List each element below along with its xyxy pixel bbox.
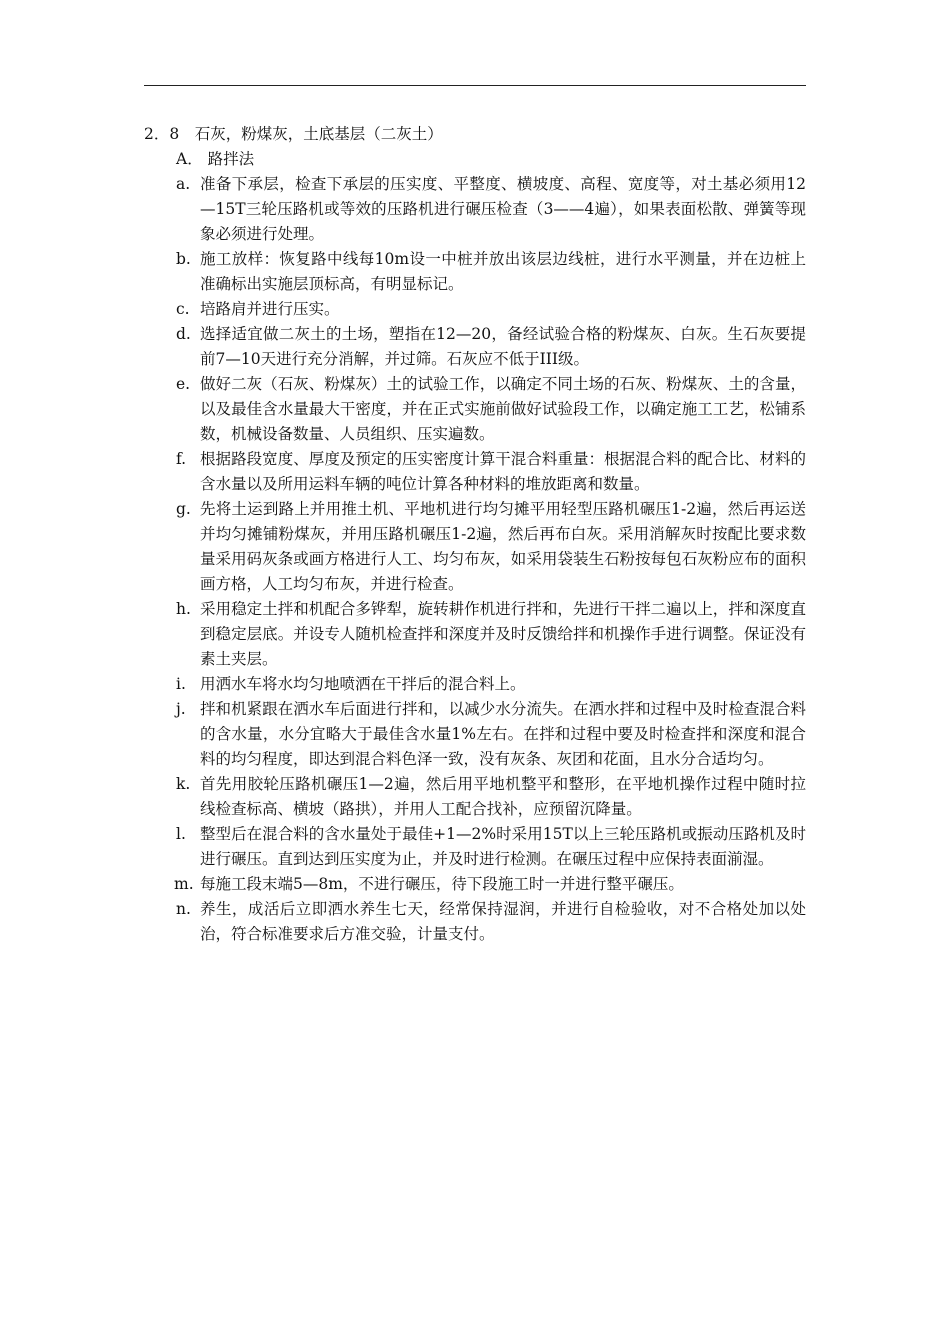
list-marker: d. (176, 325, 191, 343)
list-item (144, 172, 808, 247)
list-item (144, 372, 808, 447)
list-marker: c. (176, 300, 190, 318)
list-marker: g. (176, 500, 191, 518)
list-item-text: 养生，成活后立即洒水养生七天，经常保持湿润，并进行自检验收，对不合格处加以处治，符合标准要求后方准交验，计量支付。 (200, 900, 806, 943)
list-item (144, 447, 808, 497)
list-marker: l. (176, 825, 186, 843)
list-item-text: 施工放样：恢复路中线每10m设一中桩并放出该层边线桩，进行水平测量，并在边桩上准确标出实施层顶标高，有明显标记。 (200, 250, 806, 293)
subsection-heading: A． 路拌法 (176, 150, 255, 168)
list-marker: f. (176, 450, 187, 468)
document-body (144, 122, 808, 947)
list-item (144, 697, 808, 772)
list-item (144, 822, 808, 872)
list-item (144, 297, 808, 322)
list-item (144, 672, 808, 697)
list-item-text: 做好二灰（石灰、粉煤灰）土的试验工作，以确定不同土场的石灰、粉煤灰、土的含量，以及最佳含水量最大干密度，并在正式实施前做好试验段工作，以确定施工工艺，松铺系数，机械设备数量、人员组织、压实遍数。 (200, 375, 806, 443)
list-marker: i. (176, 675, 186, 693)
list-item-text: 根据路段宽度、厚度及预定的压实密度计算干混合料重量：根据混合料的配合比、材料的含水量以及所用运料车辆的吨位计算各种材料的堆放距离和数量。 (200, 450, 806, 493)
list-item-text: 选择适宜做二灰土的土场，塑指在12—20，备经试验合格的粉煤灰、白灰。生石灰要提前7—10天进行充分消解，并过筛。石灰应不低于III级。 (200, 325, 806, 368)
list-item (144, 247, 808, 297)
construction-steps-list (144, 172, 808, 947)
list-item-text: 采用稳定土拌和机配合多铧犁，旋转耕作机进行拌和，先进行干拌二遍以上，拌和深度直到稳定层底。并设专人随机检查拌和深度并及时反馈给拌和机操作手进行调整。保证没有素土夹层。 (200, 600, 806, 668)
list-item-text: 每施工段末端5—8m，不进行碾压，待下段施工时一并进行整平碾压。 (200, 875, 684, 893)
list-marker: k. (176, 775, 191, 793)
list-item-text: 准备下承层，检查下承层的压实度、平整度、横坡度、高程、宽度等，对土基必须用12—15T三轮压路机或等效的压路机进行碾压检查（3——4遍），如果表面松散、弹簧等现象必须进行处理。 (200, 175, 806, 243)
list-item-text: 首先用胶轮压路机碾压1—2遍，然后用平地机整平和整形，在平地机操作过程中随时拉线检查标高、横坡（路拱），并用人工配合找补，应预留沉降量。 (200, 775, 806, 818)
list-marker: a. (176, 175, 191, 193)
header-rule (144, 85, 806, 86)
list-marker: h. (176, 600, 191, 618)
list-item (144, 497, 808, 597)
list-item (144, 597, 808, 672)
list-item (144, 772, 808, 822)
list-item-text: 整型后在混合料的含水量处于最佳+1—2%时采用15T以上三轮压路机或振动压路机及时进行碾压。直到达到压实度为止，并及时进行检测。在碾压过程中应保持表面湔湿。 (200, 825, 806, 868)
list-item-text: 用洒水车将水均匀地喷洒在干拌后的混合料上。 (200, 675, 526, 693)
list-item (144, 897, 808, 947)
section-heading: 2．8 石灰，粉煤灰，土底基层（二灰土） (144, 125, 443, 143)
list-marker: b. (176, 250, 191, 268)
list-item-text: 拌和机紧跟在洒水车后面进行拌和，以减少水分流失。在洒水拌和过程中及时检查混合料的含水量，水分宜略大于最佳含水量1%左右。在拌和过程中要及时检查拌和深度和混合料的均匀程度，即达到混合料色泽一致，没有灰条、灰团和花面，且水分合适均匀。 (200, 700, 806, 768)
list-item (144, 872, 808, 897)
list-item-text: 先将土运到路上并用推土机、平地机进行均匀摊平用轻型压路机碾压1-2遍，然后再运送并均匀摊铺粉煤灰，并用压路机碾压1-2遍，然后再布白灰。采用消解灰时按配比要求数量采用码灰条或画方格进行人工、均匀布灰，如采用袋装生石粉按每包石灰粉应布的面积画方格，人工均匀布灰，并进行检查。 (200, 500, 806, 593)
list-marker: e. (176, 375, 191, 393)
list-item (144, 322, 808, 372)
list-marker: j. (176, 700, 186, 718)
list-marker: n. (176, 900, 191, 918)
list-item-text: 培路肩并进行压实。 (200, 300, 340, 318)
list-marker: m. (174, 875, 194, 893)
